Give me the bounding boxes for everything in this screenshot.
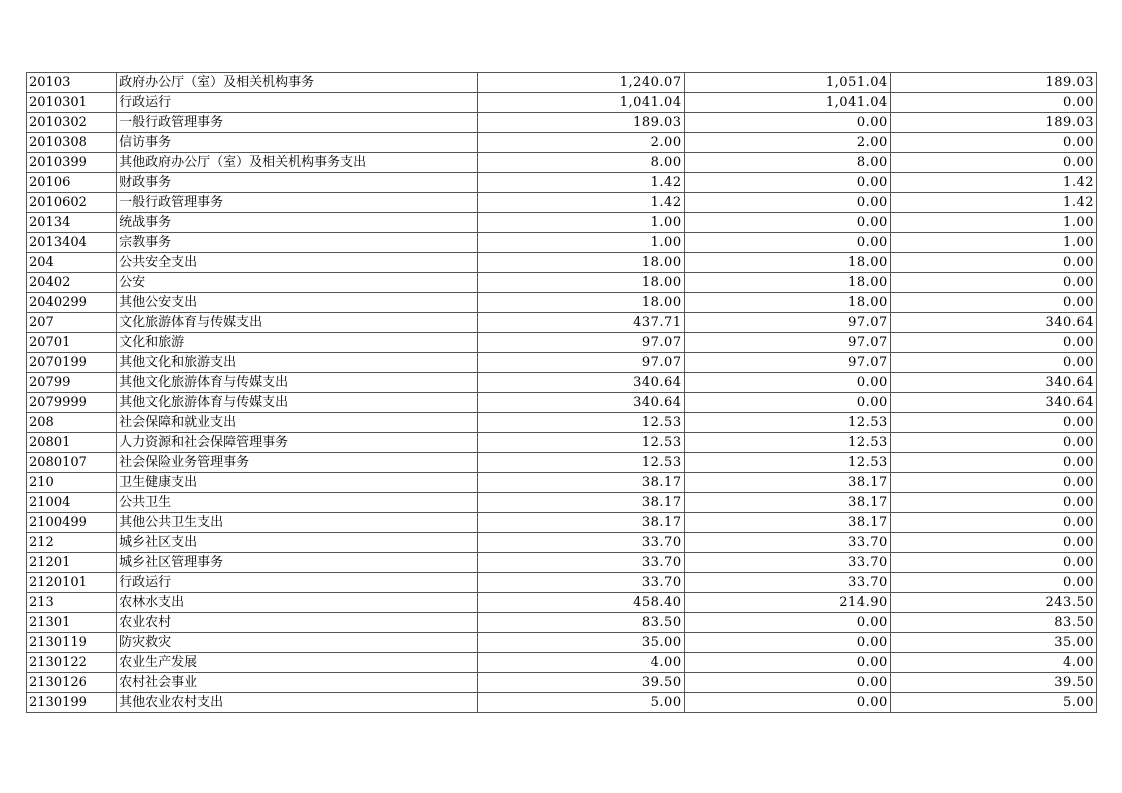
account-code-cell: 20106 (27, 173, 117, 193)
table-row (27, 493, 1097, 513)
table-row (27, 173, 1097, 193)
project-expenditure-cell: 39.50 (890, 673, 1096, 693)
total-amount-cell: 38.17 (478, 513, 684, 533)
account-name-cell: 其他文化旅游体育与传媒支出 (117, 373, 478, 393)
basic-expenditure-cell: 0.00 (684, 213, 890, 233)
account-code-cell: 2130122 (27, 653, 117, 673)
account-name-cell: 公安 (117, 273, 478, 293)
account-name-cell: 财政事务 (117, 173, 478, 193)
account-name-cell: 防灾救灾 (117, 633, 478, 653)
project-expenditure-cell: 0.00 (890, 433, 1096, 453)
account-code-cell: 208 (27, 413, 117, 433)
account-name-cell: 其他政府办公厅（室）及相关机构事务支出 (117, 153, 478, 173)
account-code-cell: 2010301 (27, 93, 117, 113)
account-name-cell: 农业农村 (117, 613, 478, 633)
basic-expenditure-cell: 0.00 (684, 633, 890, 653)
table-row (27, 633, 1097, 653)
account-name-cell: 行政运行 (117, 93, 478, 113)
basic-expenditure-cell: 0.00 (684, 613, 890, 633)
basic-expenditure-cell: 33.70 (684, 553, 890, 573)
account-name-cell: 文化和旅游 (117, 333, 478, 353)
project-expenditure-cell: 0.00 (890, 533, 1096, 553)
basic-expenditure-cell: 12.53 (684, 453, 890, 473)
total-amount-cell: 2.00 (478, 133, 684, 153)
account-code-cell: 204 (27, 253, 117, 273)
project-expenditure-cell: 0.00 (890, 573, 1096, 593)
table-body (27, 73, 1097, 713)
project-expenditure-cell: 0.00 (890, 473, 1096, 493)
account-code-cell: 20134 (27, 213, 117, 233)
project-expenditure-cell: 5.00 (890, 693, 1096, 713)
basic-expenditure-cell: 0.00 (684, 693, 890, 713)
total-amount-cell: 1.00 (478, 213, 684, 233)
table-row (27, 473, 1097, 493)
account-code-cell: 210 (27, 473, 117, 493)
basic-expenditure-cell: 2.00 (684, 133, 890, 153)
project-expenditure-cell: 0.00 (890, 413, 1096, 433)
account-code-cell: 20103 (27, 73, 117, 93)
table-row (27, 393, 1097, 413)
total-amount-cell: 1.42 (478, 173, 684, 193)
account-code-cell: 2130126 (27, 673, 117, 693)
basic-expenditure-cell: 0.00 (684, 233, 890, 253)
account-name-cell: 人力资源和社会保障管理事务 (117, 433, 478, 453)
table-row (27, 293, 1097, 313)
basic-expenditure-cell: 38.17 (684, 513, 890, 533)
total-amount-cell: 12.53 (478, 453, 684, 473)
account-name-cell: 其他农业农村支出 (117, 693, 478, 713)
project-expenditure-cell: 340.64 (890, 313, 1096, 333)
account-code-cell: 2040299 (27, 293, 117, 313)
account-code-cell: 2080107 (27, 453, 117, 473)
project-expenditure-cell: 0.00 (890, 253, 1096, 273)
basic-expenditure-cell: 12.53 (684, 433, 890, 453)
total-amount-cell: 18.00 (478, 273, 684, 293)
account-name-cell: 其他文化旅游体育与传媒支出 (117, 393, 478, 413)
account-code-cell: 2070199 (27, 353, 117, 373)
total-amount-cell: 97.07 (478, 353, 684, 373)
basic-expenditure-cell: 214.90 (684, 593, 890, 613)
account-name-cell: 其他公安支出 (117, 293, 478, 313)
project-expenditure-cell: 1.00 (890, 213, 1096, 233)
total-amount-cell: 1.42 (478, 193, 684, 213)
account-code-cell: 2120101 (27, 573, 117, 593)
project-expenditure-cell: 0.00 (890, 513, 1096, 533)
project-expenditure-cell: 189.03 (890, 113, 1096, 133)
account-name-cell: 信访事务 (117, 133, 478, 153)
project-expenditure-cell: 243.50 (890, 593, 1096, 613)
project-expenditure-cell: 35.00 (890, 633, 1096, 653)
table-row (27, 153, 1097, 173)
basic-expenditure-cell: 12.53 (684, 413, 890, 433)
project-expenditure-cell: 0.00 (890, 333, 1096, 353)
total-amount-cell: 18.00 (478, 293, 684, 313)
table-row (27, 613, 1097, 633)
account-code-cell: 21301 (27, 613, 117, 633)
basic-expenditure-cell: 8.00 (684, 153, 890, 173)
table-row (27, 253, 1097, 273)
total-amount-cell: 33.70 (478, 553, 684, 573)
account-code-cell: 2079999 (27, 393, 117, 413)
basic-expenditure-cell: 97.07 (684, 333, 890, 353)
account-name-cell: 农林水支出 (117, 593, 478, 613)
table-row (27, 233, 1097, 253)
project-expenditure-cell: 189.03 (890, 73, 1096, 93)
account-name-cell: 卫生健康支出 (117, 473, 478, 493)
account-name-cell: 城乡社区支出 (117, 533, 478, 553)
basic-expenditure-cell: 97.07 (684, 313, 890, 333)
table-row (27, 513, 1097, 533)
account-code-cell: 2130119 (27, 633, 117, 653)
account-name-cell: 一般行政管理事务 (117, 193, 478, 213)
total-amount-cell: 12.53 (478, 433, 684, 453)
total-amount-cell: 458.40 (478, 593, 684, 613)
basic-expenditure-cell: 0.00 (684, 113, 890, 133)
account-code-cell: 2130199 (27, 693, 117, 713)
basic-expenditure-cell: 97.07 (684, 353, 890, 373)
project-expenditure-cell: 0.00 (890, 93, 1096, 113)
total-amount-cell: 39.50 (478, 673, 684, 693)
table-row (27, 373, 1097, 393)
total-amount-cell: 1,240.07 (478, 73, 684, 93)
basic-expenditure-cell: 0.00 (684, 393, 890, 413)
account-code-cell: 20799 (27, 373, 117, 393)
table-row (27, 553, 1097, 573)
account-name-cell: 宗教事务 (117, 233, 478, 253)
account-code-cell: 213 (27, 593, 117, 613)
total-amount-cell: 97.07 (478, 333, 684, 353)
project-expenditure-cell: 1.00 (890, 233, 1096, 253)
account-name-cell: 统战事务 (117, 213, 478, 233)
project-expenditure-cell: 1.42 (890, 193, 1096, 213)
basic-expenditure-cell: 33.70 (684, 573, 890, 593)
account-code-cell: 2100499 (27, 513, 117, 533)
account-name-cell: 城乡社区管理事务 (117, 553, 478, 573)
account-name-cell: 行政运行 (117, 573, 478, 593)
project-expenditure-cell: 4.00 (890, 653, 1096, 673)
table-row (27, 653, 1097, 673)
table-row (27, 433, 1097, 453)
total-amount-cell: 189.03 (478, 113, 684, 133)
project-expenditure-cell: 0.00 (890, 133, 1096, 153)
project-expenditure-cell: 340.64 (890, 373, 1096, 393)
table-row (27, 533, 1097, 553)
total-amount-cell: 5.00 (478, 693, 684, 713)
basic-expenditure-cell: 1,051.04 (684, 73, 890, 93)
total-amount-cell: 12.53 (478, 413, 684, 433)
total-amount-cell: 33.70 (478, 573, 684, 593)
table-row (27, 693, 1097, 713)
basic-expenditure-cell: 0.00 (684, 373, 890, 393)
account-code-cell: 2013404 (27, 233, 117, 253)
table-row (27, 273, 1097, 293)
account-code-cell: 2010308 (27, 133, 117, 153)
account-name-cell: 农村社会事业 (117, 673, 478, 693)
basic-expenditure-cell: 0.00 (684, 193, 890, 213)
table-row (27, 93, 1097, 113)
basic-expenditure-cell: 0.00 (684, 653, 890, 673)
project-expenditure-cell: 0.00 (890, 453, 1096, 473)
project-expenditure-cell: 83.50 (890, 613, 1096, 633)
table-row (27, 573, 1097, 593)
project-expenditure-cell: 0.00 (890, 493, 1096, 513)
total-amount-cell: 35.00 (478, 633, 684, 653)
basic-expenditure-cell: 18.00 (684, 253, 890, 273)
account-name-cell: 公共安全支出 (117, 253, 478, 273)
table-row (27, 593, 1097, 613)
account-name-cell: 政府办公厅（室）及相关机构事务 (117, 73, 478, 93)
account-code-cell: 2010302 (27, 113, 117, 133)
project-expenditure-cell: 0.00 (890, 553, 1096, 573)
total-amount-cell: 1,041.04 (478, 93, 684, 113)
account-name-cell: 文化旅游体育与传媒支出 (117, 313, 478, 333)
budget-sheet (26, 72, 1097, 713)
account-code-cell: 2010602 (27, 193, 117, 213)
table-row (27, 113, 1097, 133)
project-expenditure-cell: 0.00 (890, 273, 1096, 293)
basic-expenditure-cell: 1,041.04 (684, 93, 890, 113)
account-code-cell: 21004 (27, 493, 117, 513)
basic-expenditure-cell: 0.00 (684, 673, 890, 693)
total-amount-cell: 437.71 (478, 313, 684, 333)
total-amount-cell: 340.64 (478, 393, 684, 413)
project-expenditure-cell: 0.00 (890, 293, 1096, 313)
account-code-cell: 212 (27, 533, 117, 553)
basic-expenditure-cell: 0.00 (684, 173, 890, 193)
project-expenditure-cell: 340.64 (890, 393, 1096, 413)
table-row (27, 353, 1097, 373)
total-amount-cell: 8.00 (478, 153, 684, 173)
account-name-cell: 社会保障和就业支出 (117, 413, 478, 433)
basic-expenditure-cell: 38.17 (684, 493, 890, 513)
basic-expenditure-cell: 33.70 (684, 533, 890, 553)
total-amount-cell: 18.00 (478, 253, 684, 273)
table-row (27, 213, 1097, 233)
account-code-cell: 20801 (27, 433, 117, 453)
table-row (27, 133, 1097, 153)
account-code-cell: 207 (27, 313, 117, 333)
total-amount-cell: 340.64 (478, 373, 684, 393)
total-amount-cell: 38.17 (478, 473, 684, 493)
basic-expenditure-cell: 38.17 (684, 473, 890, 493)
table-row (27, 673, 1097, 693)
account-name-cell: 社会保险业务管理事务 (117, 453, 478, 473)
total-amount-cell: 1.00 (478, 233, 684, 253)
table-row (27, 333, 1097, 353)
account-code-cell: 20402 (27, 273, 117, 293)
table-row (27, 73, 1097, 93)
expenditure-table (26, 72, 1097, 713)
table-row (27, 413, 1097, 433)
table-row (27, 193, 1097, 213)
project-expenditure-cell: 0.00 (890, 353, 1096, 373)
project-expenditure-cell: 1.42 (890, 173, 1096, 193)
account-name-cell: 农业生产发展 (117, 653, 478, 673)
basic-expenditure-cell: 18.00 (684, 273, 890, 293)
basic-expenditure-cell: 18.00 (684, 293, 890, 313)
table-row (27, 313, 1097, 333)
account-code-cell: 2010399 (27, 153, 117, 173)
total-amount-cell: 4.00 (478, 653, 684, 673)
total-amount-cell: 83.50 (478, 613, 684, 633)
total-amount-cell: 38.17 (478, 493, 684, 513)
account-code-cell: 20701 (27, 333, 117, 353)
total-amount-cell: 33.70 (478, 533, 684, 553)
table-row (27, 453, 1097, 473)
account-name-cell: 其他公共卫生支出 (117, 513, 478, 533)
project-expenditure-cell: 0.00 (890, 153, 1096, 173)
account-name-cell: 公共卫生 (117, 493, 478, 513)
account-name-cell: 一般行政管理事务 (117, 113, 478, 133)
account-code-cell: 21201 (27, 553, 117, 573)
account-name-cell: 其他文化和旅游支出 (117, 353, 478, 373)
